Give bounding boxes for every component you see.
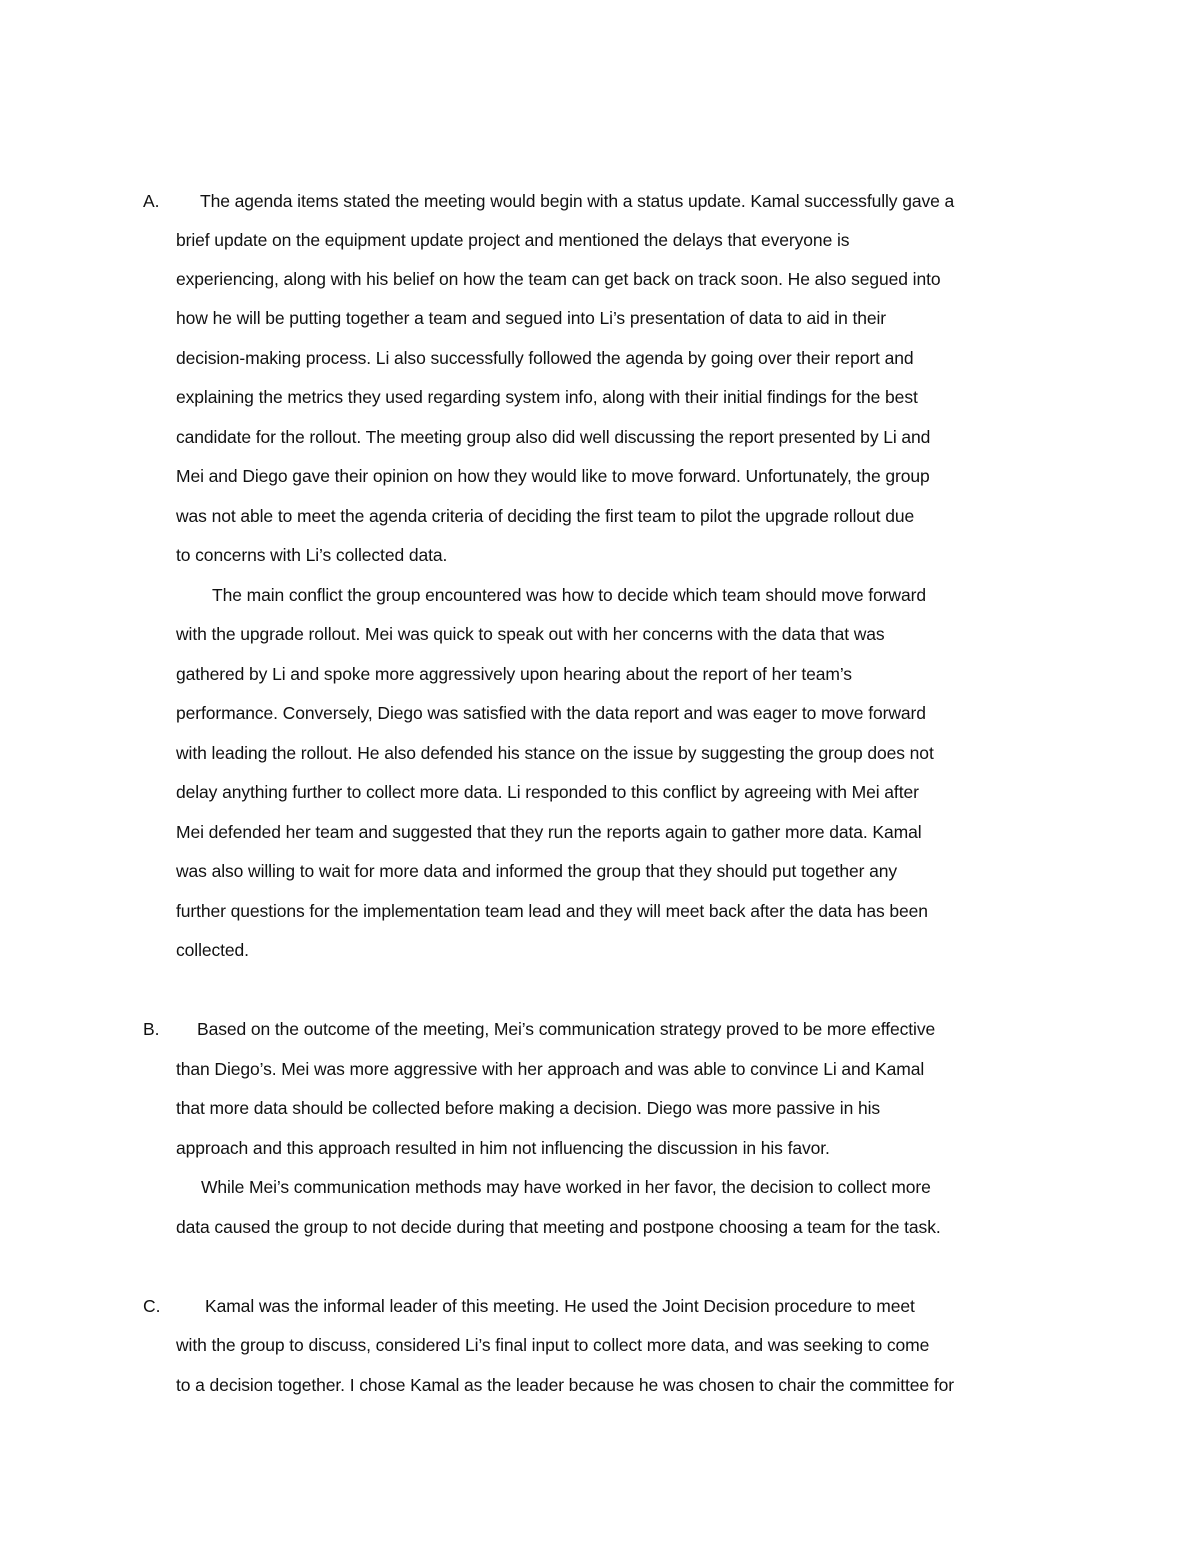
- section-a-p2-line-8: was also willing to wait for more data and informed the group that they should put together any: [176, 861, 898, 881]
- section-a-p2-line-10: collected.: [176, 940, 249, 960]
- section-a-p2-line-2: with the upgrade rollout. Mei was quick to speak out with her concerns with the data that was: [176, 624, 885, 644]
- section-a-p2-line-5: with leading the rollout. He also defended his stance on the issue by suggesting the group does not: [176, 743, 934, 763]
- section-a-p1-line-9: was not able to meet the agenda criteria of deciding the first team to pilot the upgrade rollout due: [176, 506, 915, 526]
- section-a-p1-line-3: experiencing, along with his belief on how the team can get back on track soon. He also segued into: [176, 269, 941, 289]
- section-a-p1-line-8: Mei and Diego gave their opinion on how they would like to move forward. Unfortunately, the group: [176, 466, 930, 486]
- section-a-p2-line-1: The main conflict the group encountered was how to decide which team should move forward: [212, 585, 926, 605]
- section-a-p2-line-9: further questions for the implementation team lead and they will meet back after the data has been: [176, 901, 928, 921]
- section-a-p2-line-6: delay anything further to collect more data. Li responded to this conflict by agreeing with Mei after: [176, 782, 919, 802]
- section-a-p2-line-4: performance. Conversely, Diego was satisfied with the data report and was eager to move forward: [176, 703, 926, 723]
- section-c-p1-line-2: with the group to discuss, considered Li’s final input to collect more data, and was seeking to come: [176, 1335, 930, 1355]
- section-b-p1-line-2: than Diego’s. Mei was more aggressive with her approach and was able to convince Li and Kamal: [176, 1059, 925, 1079]
- section-a-p1-line-5: decision-making process. Li also successfully followed the agenda by going over their report and: [176, 348, 914, 368]
- section-b-p1-line-1: Based on the outcome of the meeting, Mei’s communication strategy proved to be more effective: [197, 1019, 936, 1039]
- section-a-p1-line-1: The agenda items stated the meeting would begin with a status update. Kamal successfully gave a: [200, 191, 955, 211]
- section-a-p1-line-7: candidate for the rollout. The meeting group also did well discussing the report presented by Li and: [176, 427, 931, 447]
- section-b-p1-line-3: that more data should be collected before making a decision. Diego was more passive in his: [176, 1098, 881, 1118]
- section-a-p2-line-7: Mei defended her team and suggested that they run the reports again to gather more data. Kamal: [176, 822, 922, 842]
- section-a-p1-line-4: how he will be putting together a team and segued into Li’s presentation of data to aid in their: [176, 308, 887, 328]
- section-a-p1-line-6: explaining the metrics they used regarding system info, along with their initial findings for the best: [176, 387, 918, 407]
- section-c-p1-line-3: to a decision together. I chose Kamal as the leader because he was chosen to chair the committee for: [176, 1375, 954, 1395]
- section-c-p1-line-1: Kamal was the informal leader of this meeting. He used the Joint Decision procedure to meet: [205, 1296, 915, 1316]
- section-b-p1-line-4: approach and this approach resulted in him not influencing the discussion in his favor.: [176, 1138, 830, 1158]
- section-a-p2-line-3: gathered by Li and spoke more aggressively upon hearing about the report of her team’s: [176, 664, 852, 684]
- section-a-p1-line-2: brief update on the equipment update project and mentioned the delays that everyone is: [176, 230, 850, 250]
- section-marker-a: A.: [143, 191, 160, 211]
- section-marker-b: B.: [143, 1019, 160, 1039]
- section-b-p2-line-2: data caused the group to not decide during that meeting and postpone choosing a team for the task.: [176, 1217, 941, 1237]
- section-marker-c: C.: [143, 1296, 161, 1316]
- section-a-p1-line-10: to concerns with Li’s collected data.: [176, 545, 448, 565]
- section-b-p2-line-1: While Mei’s communication methods may have worked in her favor, the decision to collect more: [201, 1177, 931, 1197]
